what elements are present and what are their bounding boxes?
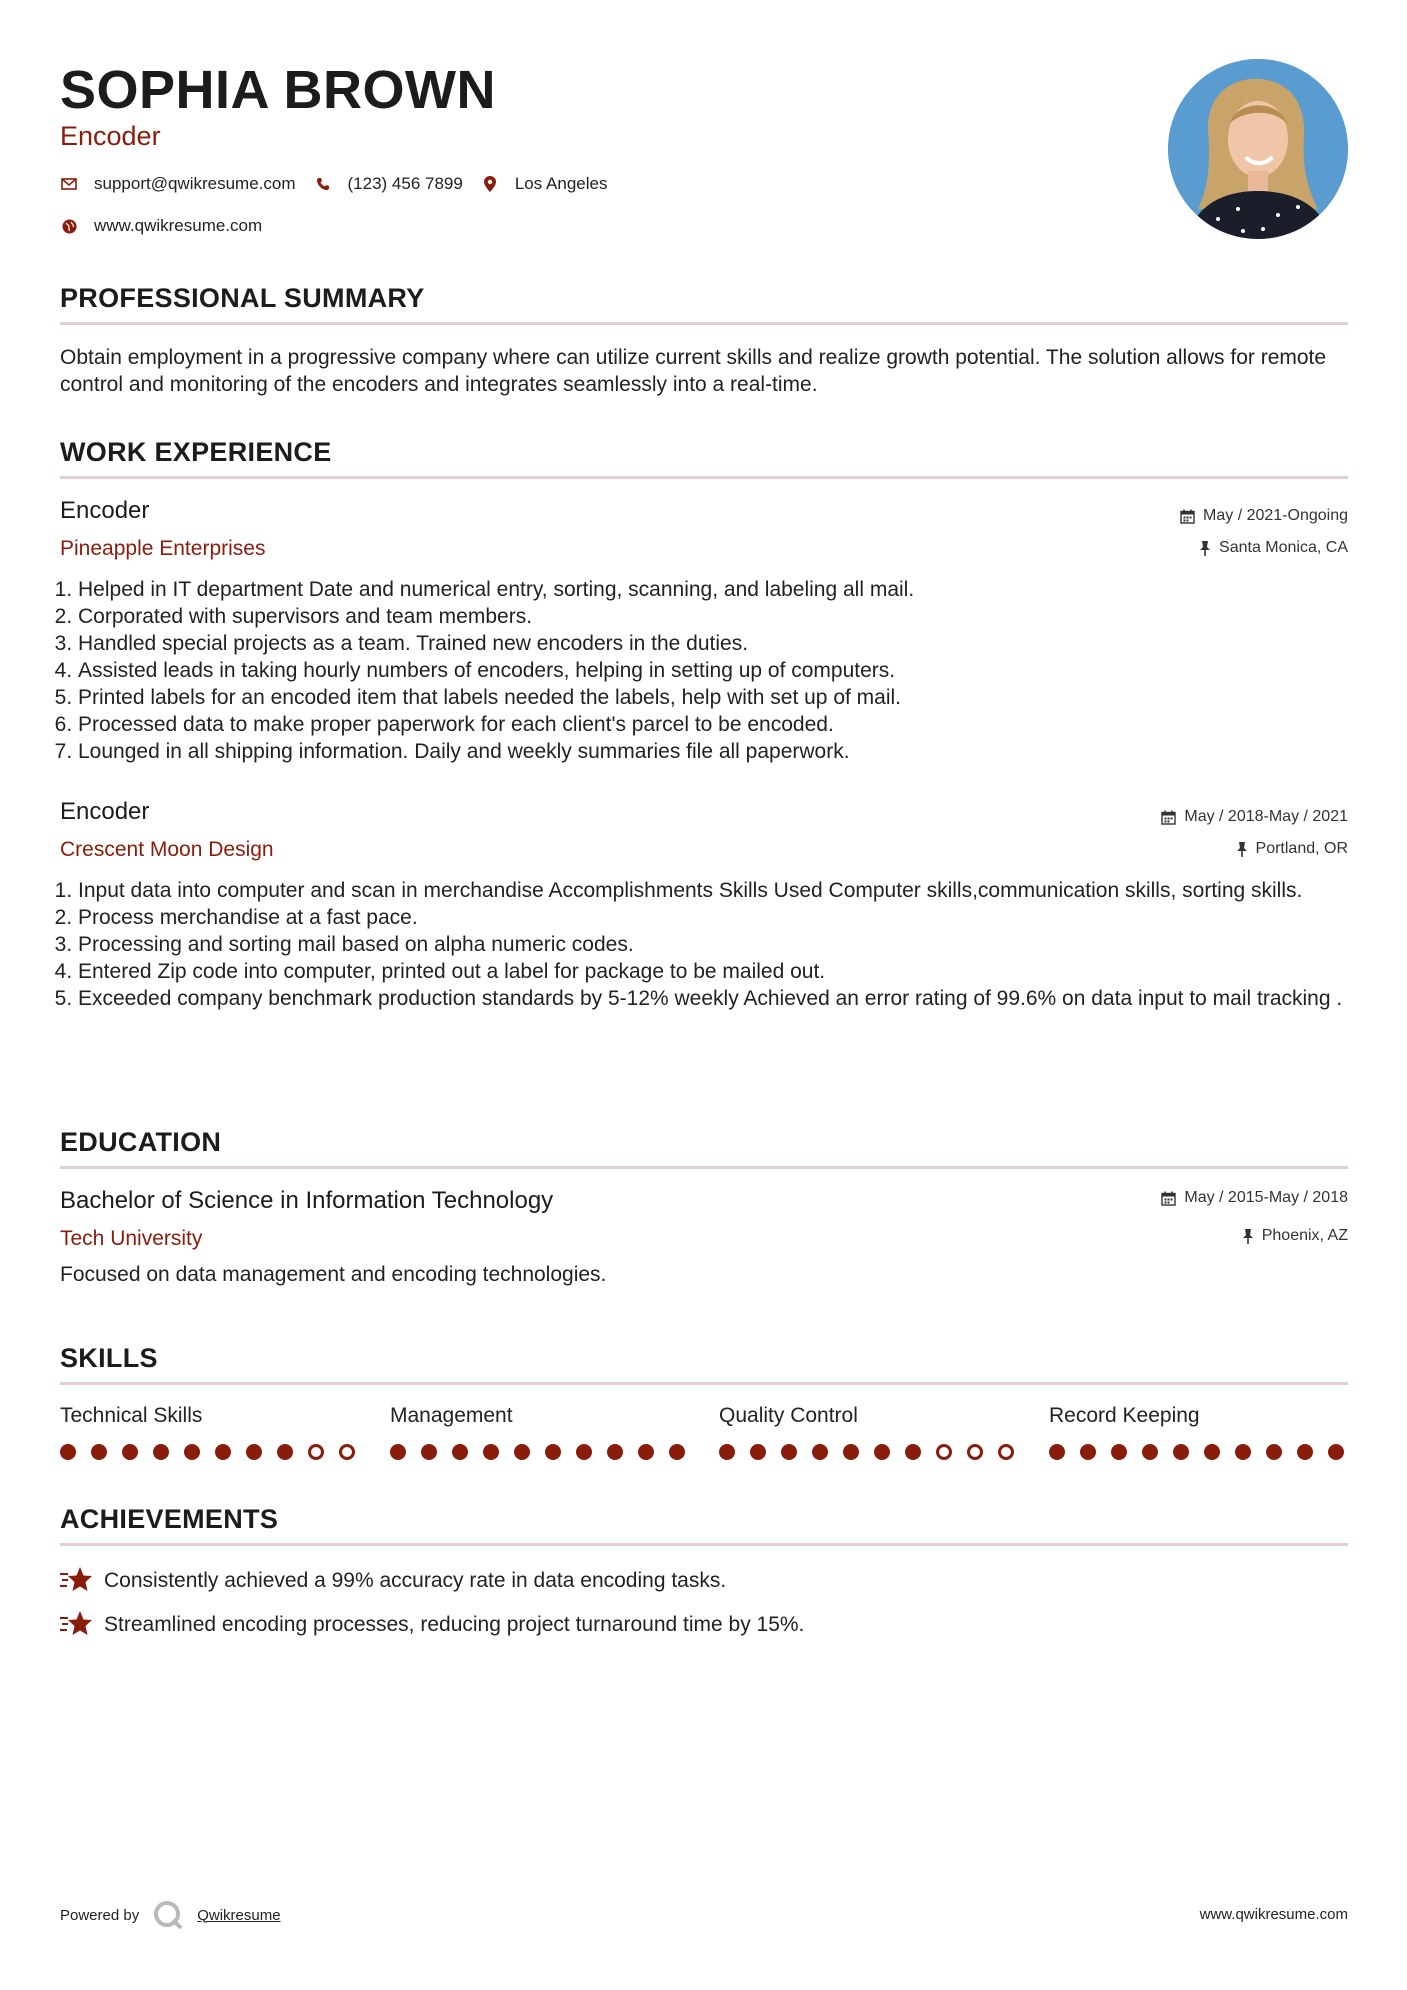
email-item[interactable]	[60, 173, 296, 195]
job-location	[1236, 839, 1348, 859]
section-divider	[60, 476, 1348, 479]
globe-icon	[60, 217, 78, 235]
rating-dot-filled	[545, 1444, 561, 1460]
rating-dot-filled	[1049, 1444, 1065, 1460]
section-divider	[60, 322, 1348, 325]
rating-dot-filled	[483, 1444, 499, 1460]
rating-dot-filled	[60, 1444, 76, 1460]
achievement-text: Consistently achieved a 99% accuracy rate in data encoding tasks.	[104, 1568, 727, 1592]
list-item: 6. Processed data to make proper paperwork for each client's parcel to be encoded.	[78, 711, 1348, 738]
star-icon	[60, 1566, 92, 1594]
skill-rating	[719, 1444, 1029, 1460]
phone-icon	[314, 175, 332, 193]
section-divider	[60, 1382, 1348, 1385]
list-item: 4. Entered Zip code into computer, printed out a label for package to be mailed out.	[78, 958, 1348, 985]
contact-row	[60, 173, 625, 195]
list-item: 5. Printed labels for an encoded item that labels needed the labels, help with set up of mail.	[78, 684, 1348, 711]
rating-dot-filled	[390, 1444, 406, 1460]
list-item: 3. Handled special projects as a team. Trained new encoders in the duties.	[78, 630, 1348, 657]
achievement-text: Streamlined encoding processes, reducing project turnaround time by 15%.	[104, 1612, 805, 1636]
rating-dot-filled	[781, 1444, 797, 1460]
rating-dot-filled	[153, 1444, 169, 1460]
mail-icon	[60, 175, 78, 193]
achievements-heading: ACHIEVEMENTS	[60, 1504, 279, 1534]
list-item: 3. Processing and sorting mail based on alpha numeric codes.	[78, 931, 1348, 958]
qwikresume-logo-icon	[153, 1900, 183, 1930]
rating-dot-filled	[452, 1444, 468, 1460]
rating-dot-filled	[1297, 1444, 1313, 1460]
phone-item[interactable]	[314, 173, 463, 195]
experience-heading: WORK EXPERIENCE	[60, 437, 332, 467]
rating-dot-filled	[1235, 1444, 1251, 1460]
rating-dot-filled	[1173, 1444, 1189, 1460]
footer-branding	[60, 1900, 281, 1930]
rating-dot-filled	[874, 1444, 890, 1460]
rating-dot-filled	[277, 1444, 293, 1460]
rating-dot-empty	[936, 1444, 952, 1460]
calendar-icon	[1161, 810, 1176, 825]
summary-text: Obtain employment in a progressive company where can utilize current skills and realize growth potential. The solution allows for remote control and monitoring of the encoders and integrates seamlessly into a real-time.	[60, 346, 1327, 396]
rating-dot-filled	[669, 1444, 685, 1460]
rating-dot-filled	[122, 1444, 138, 1460]
skill-label: Management	[390, 1404, 513, 1427]
rating-dot-filled	[812, 1444, 828, 1460]
map-pin-icon	[481, 175, 499, 193]
candidate-title: Encoder	[60, 121, 161, 151]
job-bullets	[60, 877, 1348, 1012]
phone-text: (123) 456 7899	[347, 174, 463, 193]
pushpin-icon	[1242, 1229, 1254, 1244]
location-text: Los Angeles	[514, 174, 608, 193]
job-location-text: Santa Monica, CA	[1219, 539, 1348, 556]
rating-dot-filled	[638, 1444, 654, 1460]
rating-dot-empty	[308, 1444, 324, 1460]
rating-dot-filled	[719, 1444, 735, 1460]
job-title: Encoder	[60, 798, 150, 825]
skill-label: Quality Control	[719, 1404, 858, 1427]
rating-dot-filled	[215, 1444, 231, 1460]
rating-dot-filled	[1111, 1444, 1127, 1460]
rating-dot-empty	[339, 1444, 355, 1460]
skill-label: Technical Skills	[60, 1404, 203, 1427]
list-item: 5. Exceeded company benchmark production standards by 5-12% weekly Achieved an error rating of 99.6% on data input to mail tracking .	[78, 985, 1348, 1012]
skill-rating	[1049, 1444, 1359, 1460]
section-divider	[60, 1166, 1348, 1169]
pushpin-icon	[1199, 541, 1211, 556]
rating-dot-filled	[1266, 1444, 1282, 1460]
school-name: Tech University	[60, 1227, 203, 1250]
rating-dot-filled	[91, 1444, 107, 1460]
rating-dot-filled	[750, 1444, 766, 1460]
job-date	[1180, 506, 1348, 526]
skill-rating	[390, 1444, 700, 1460]
education-description: Focused on data management and encoding technologies.	[60, 1263, 607, 1286]
rating-dot-empty	[967, 1444, 983, 1460]
skill-record-keeping	[1049, 1402, 1349, 1429]
education-location-text: Phoenix, AZ	[1261, 1227, 1348, 1244]
list-item: 2. Process merchandise at a fast pace.	[78, 904, 1348, 931]
skill-quality-control	[719, 1402, 1019, 1429]
education-date	[1161, 1188, 1348, 1208]
list-item: 1. Input data into computer and scan in merchandise Accomplishments Skills Used Computer skills,communication skills, sorting skills.	[78, 877, 1348, 904]
degree-title: Bachelor of Science in Information Technology	[60, 1187, 554, 1214]
location-item	[481, 173, 608, 195]
rating-dot-filled	[607, 1444, 623, 1460]
footer-website[interactable]: www.qwikresume.com	[1199, 1906, 1348, 1923]
job-location	[1199, 538, 1348, 558]
job-date-text: May / 2018-May / 2021	[1184, 808, 1348, 825]
list-item: 1. Helped in IT department Date and numerical entry, sorting, scanning, and labeling all mail.	[78, 576, 1348, 603]
skill-management	[390, 1402, 690, 1429]
achievement-item	[60, 1610, 804, 1638]
job-title: Encoder	[60, 497, 150, 524]
job-company: Crescent Moon Design	[60, 838, 274, 861]
rating-dot-filled	[576, 1444, 592, 1460]
rating-dot-filled	[1328, 1444, 1344, 1460]
qwikresume-link[interactable]: Qwikresume	[197, 1906, 281, 1924]
rating-dot-filled	[514, 1444, 530, 1460]
star-icon	[60, 1610, 92, 1638]
calendar-icon	[1161, 1191, 1176, 1206]
skill-rating	[60, 1444, 370, 1460]
pushpin-icon	[1236, 842, 1248, 857]
skills-heading: SKILLS	[60, 1343, 158, 1373]
job-date	[1161, 807, 1348, 827]
skill-technical	[60, 1402, 360, 1429]
powered-by-label: Powered by	[60, 1906, 140, 1924]
list-item: 4. Assisted leads in taking hourly numbers of encoders, helping in setting up of computers.	[78, 657, 1348, 684]
education-date-text: May / 2015-May / 2018	[1184, 1189, 1348, 1206]
rating-dot-filled	[1080, 1444, 1096, 1460]
summary-heading: PROFESSIONAL SUMMARY	[60, 283, 425, 313]
achievement-item	[60, 1566, 726, 1594]
rating-dot-filled	[843, 1444, 859, 1460]
list-item: 7. Lounged in all shipping information. Daily and weekly summaries file all paperwork.	[78, 738, 1348, 765]
rating-dot-filled	[421, 1444, 437, 1460]
calendar-icon	[1180, 509, 1195, 524]
website-text: www.qwikresume.com	[94, 216, 263, 235]
website-item[interactable]	[60, 215, 262, 237]
skill-label: Record Keeping	[1049, 1404, 1200, 1427]
email-text: support@qwikresume.com	[94, 174, 296, 193]
candidate-name: SOPHIA BROWN	[60, 60, 496, 120]
list-item: 2. Corporated with supervisors and team members.	[78, 603, 1348, 630]
rating-dot-filled	[1142, 1444, 1158, 1460]
section-divider	[60, 1543, 1348, 1546]
rating-dot-empty	[998, 1444, 1014, 1460]
job-date-text: May / 2021-Ongoing	[1203, 507, 1348, 524]
website-row	[60, 215, 280, 237]
education-location	[1242, 1226, 1348, 1246]
rating-dot-filled	[905, 1444, 921, 1460]
job-company: Pineapple Enterprises	[60, 537, 266, 560]
resume-page	[60, 0, 1348, 1990]
rating-dot-filled	[184, 1444, 200, 1460]
profile-photo	[1168, 59, 1348, 239]
job-bullets	[60, 576, 1348, 765]
education-heading: EDUCATION	[60, 1127, 222, 1157]
job-location-text: Portland, OR	[1255, 840, 1348, 857]
rating-dot-filled	[246, 1444, 262, 1460]
rating-dot-filled	[1204, 1444, 1220, 1460]
